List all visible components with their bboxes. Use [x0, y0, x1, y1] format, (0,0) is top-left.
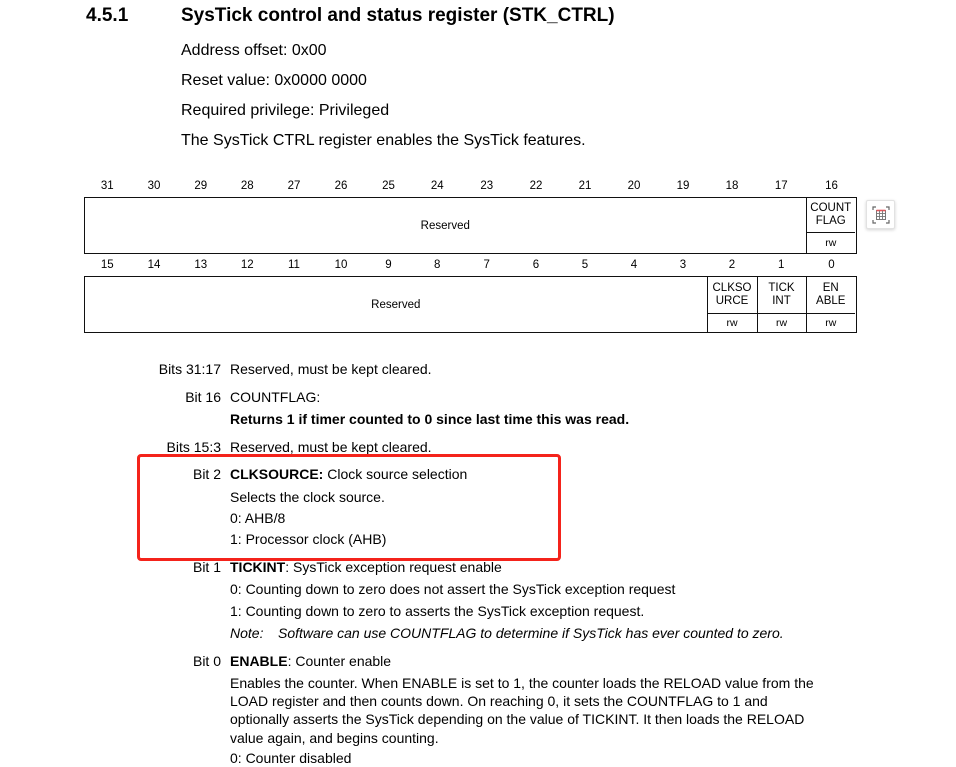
field-name-line: TICK	[768, 281, 795, 294]
field-title: : SysTick exception request enable	[285, 559, 502, 575]
bit-number: 10	[334, 259, 348, 271]
field-name-line: EN	[822, 281, 839, 294]
bit-number: 8	[434, 259, 441, 271]
field-name: CLKSOURCE:	[230, 466, 324, 482]
bit-number: 6	[532, 259, 540, 271]
bit-text: Enables the counter. When ENABLE is set to 1, the counter loads the RELOAD value from the	[230, 675, 814, 691]
bit-number: 4	[630, 259, 638, 271]
bit-number: 24	[430, 180, 444, 192]
reserved-field-31-17	[85, 198, 806, 253]
bit-text: 1: Processor clock (AHB)	[230, 531, 387, 547]
bit-heading	[230, 558, 502, 576]
bit-number: 3	[679, 259, 687, 271]
field-countflag	[806, 198, 856, 253]
bit-number: 28	[240, 180, 254, 192]
upper-bit-numbers	[84, 178, 857, 194]
table-select-button[interactable]	[866, 200, 895, 229]
bit-number: 26	[334, 180, 348, 192]
field-access: rw	[775, 317, 788, 329]
field-name-line: ABLE	[816, 295, 846, 307]
register-summary: The SysTick CTRL register enables the SysTick features.	[181, 132, 586, 149]
bit-number: 22	[529, 180, 543, 192]
field-title: Clock source selection	[323, 466, 468, 482]
field-title: : Counter enable	[287, 653, 392, 669]
bit-number: 2	[728, 259, 736, 271]
reserved-field-15-3	[85, 277, 707, 332]
field-name-line: CLKSO	[712, 281, 752, 294]
bit-number: 20	[627, 180, 641, 192]
field-enable	[806, 277, 856, 332]
bit-number: 21	[578, 180, 592, 192]
bit-number: 1	[778, 259, 785, 271]
reset-value: Reset value: 0x0000 0000	[181, 72, 367, 89]
field-name-line: URCE	[715, 295, 749, 307]
section-number: 4.5.1	[86, 5, 129, 26]
field-name-line: COUNT	[810, 201, 852, 214]
bit-number: 29	[194, 180, 208, 192]
field-clksource	[707, 277, 757, 332]
bit-number: 17	[774, 180, 788, 192]
field-name: ENABLE	[230, 653, 288, 669]
bit-heading	[230, 652, 391, 670]
bit-text: value again, and begins counting.	[230, 730, 439, 746]
section-title: SysTick control and status register (STK_CTRL)	[181, 5, 615, 26]
bit-number: 16	[825, 180, 838, 192]
bit-number: 19	[676, 180, 690, 192]
bit-number: 0	[828, 259, 835, 271]
field-name	[807, 198, 856, 233]
field-name	[758, 277, 806, 314]
lower-register-table	[84, 276, 857, 333]
bit-number: 7	[483, 259, 490, 271]
reserved-label: Reserved	[420, 219, 470, 232]
bit-label: Bit 16	[185, 389, 221, 405]
bit-label: Bits 15:3	[166, 439, 221, 455]
required-privilege: Required privilege: Privileged	[181, 102, 390, 119]
note-text: Software can use COUNTFLAG to determine if SysTick has ever counted to zero.	[278, 625, 784, 641]
note	[230, 624, 784, 642]
bit-number: 27	[287, 180, 301, 192]
bit-number: 31	[100, 180, 114, 192]
field-access: rw	[825, 317, 837, 329]
bit-number: 13	[194, 259, 208, 271]
field-name	[807, 277, 856, 314]
field-tickint	[757, 277, 806, 332]
bit-number: 11	[288, 259, 300, 271]
bit-text: Reserved, must be kept cleared.	[230, 439, 432, 455]
field-access: rw	[726, 317, 738, 329]
bit-number: 18	[725, 180, 739, 192]
bit-number: 23	[480, 180, 494, 192]
bit-text: 1: Counting down to zero to asserts the SysTick exception request.	[230, 603, 645, 619]
bit-label: Bit 0	[192, 653, 221, 669]
bit-number: 25	[382, 180, 395, 192]
table-select-icon	[872, 206, 890, 224]
bit-text: optionally asserts the SysTick depending on the value of TICKINT. It then loads the RELOAD	[230, 711, 805, 727]
bit-text: LOAD register and then counts down. On reaching 0, it sets the COUNTFLAG to 1 and	[230, 693, 768, 709]
field-name: COUNTFLAG:	[230, 389, 321, 405]
bit-heading	[230, 465, 467, 483]
address-offset: Address offset: 0x00	[181, 42, 327, 59]
bit-number: 12	[240, 259, 254, 271]
bit-text: Returns 1 if timer counted to 0 since last time this was read.	[230, 411, 630, 427]
bit-text: Selects the clock source.	[230, 489, 385, 505]
lower-bit-numbers	[84, 257, 857, 273]
reserved-label: Reserved	[371, 298, 421, 311]
field-name-line: FLAG	[815, 215, 846, 227]
note-label: Note:	[230, 625, 264, 641]
bit-label: Bits 31:17	[158, 361, 221, 377]
bit-label: Bit 1	[192, 559, 221, 575]
bit-text: Reserved, must be kept cleared.	[230, 361, 432, 377]
field-name: TICKINT	[230, 559, 286, 575]
field-name	[708, 277, 757, 314]
bit-text: 0: AHB/8	[230, 510, 286, 526]
bit-number: 14	[147, 259, 161, 271]
field-access: rw	[825, 237, 837, 249]
bit-label: Bit 2	[192, 466, 221, 482]
bit-text: 0: Counting down to zero does not assert the SysTick exception request	[230, 581, 676, 597]
field-name-line: INT	[772, 295, 791, 307]
bit-number: 5	[581, 259, 589, 271]
upper-register-table	[84, 197, 857, 254]
bit-number: 30	[147, 180, 161, 192]
bit-number: 9	[385, 259, 392, 271]
bit-number: 15	[100, 259, 114, 271]
bit-text: 0: Counter disabled	[230, 750, 352, 766]
